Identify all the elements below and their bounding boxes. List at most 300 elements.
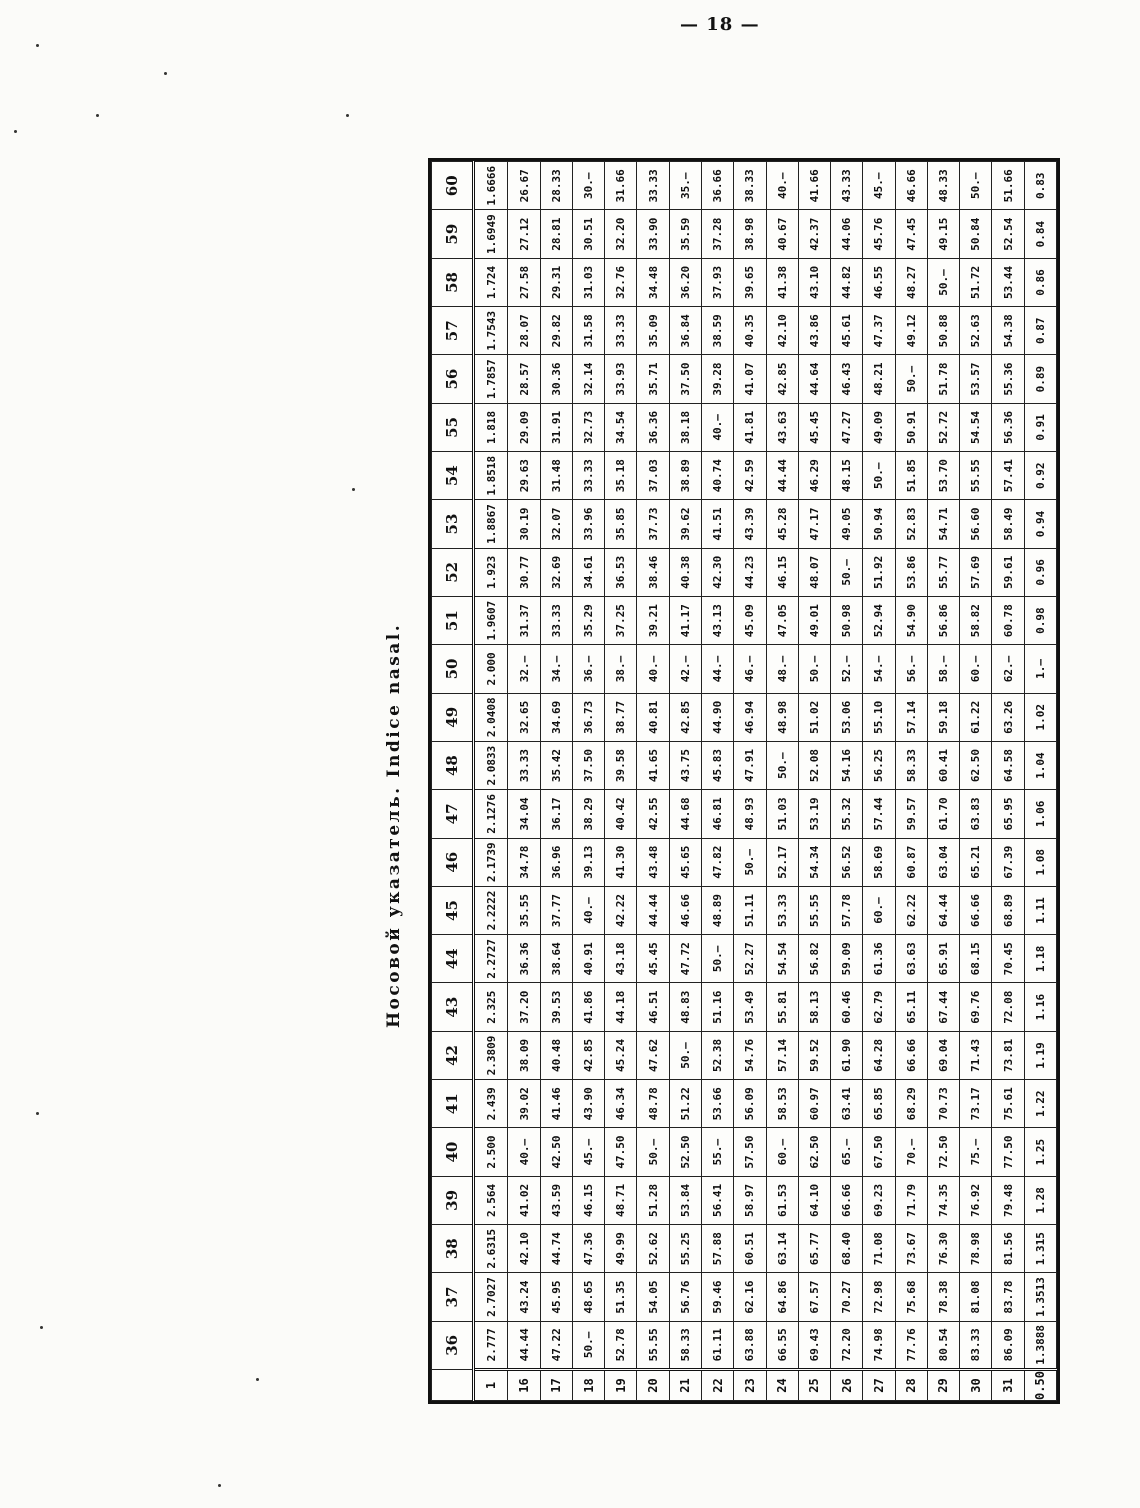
table-cell: 81.08	[960, 1273, 992, 1321]
column-header: 54	[432, 452, 474, 500]
table-cell: 36.17	[540, 790, 572, 838]
table-cell: 33.33	[572, 452, 604, 500]
table-cell: 47.82	[702, 838, 734, 886]
table-cell: 39.13	[572, 838, 604, 886]
table-cell: 69.43	[798, 1321, 830, 1369]
table-cell: 43.75	[669, 741, 701, 789]
table-cell: 37.03	[637, 452, 669, 500]
table-cell: 37.50	[572, 741, 604, 789]
table-cell: 70.73	[927, 1080, 959, 1128]
table-row	[831, 162, 863, 1401]
table-cell: 48.07	[798, 548, 830, 596]
table-cell: 77.76	[895, 1321, 927, 1369]
table-cell: 34.48	[637, 258, 669, 306]
table-cell: 2.0408	[474, 693, 508, 741]
table-cell: 40.—	[637, 645, 669, 693]
table-cell: 51.66	[992, 162, 1024, 211]
table-cell: 27.58	[508, 258, 540, 306]
table-cell: 1.923	[474, 548, 508, 596]
column-header: 42	[432, 1031, 474, 1079]
table-cell: 1.06	[1024, 790, 1056, 838]
table-cell: 63.14	[766, 1225, 798, 1273]
table-cell: 42.55	[637, 790, 669, 838]
table-cell: 1.6666	[474, 162, 508, 211]
table-cell: 46.15	[572, 1176, 604, 1224]
scan-speck	[40, 1326, 43, 1329]
column-header: 41	[432, 1080, 474, 1128]
table-cell: 30.—	[572, 162, 604, 211]
table-cell: 83.33	[960, 1321, 992, 1369]
table-cell: 49.01	[798, 597, 830, 645]
table-cell: 52.38	[702, 1031, 734, 1079]
table-cell: 0.91	[1024, 403, 1056, 451]
table-cell: 47.05	[766, 597, 798, 645]
nasal-index-table	[431, 161, 1057, 1401]
table-cell: 41.51	[702, 500, 734, 548]
table-cell: 33.33	[605, 307, 637, 355]
table-cell: 56.60	[960, 500, 992, 548]
table-cell: 48.98	[766, 693, 798, 741]
table-cell: 49.05	[831, 500, 863, 548]
table-cell: 40.35	[734, 307, 766, 355]
table-cell: 38.59	[702, 307, 734, 355]
table-cell: 44.90	[702, 693, 734, 741]
table-cell: 58.97	[734, 1176, 766, 1224]
column-header: 38	[432, 1225, 474, 1273]
table-cell: 58.—	[927, 645, 959, 693]
table-cell: 38.—	[605, 645, 637, 693]
table-cell: 61.22	[960, 693, 992, 741]
table-cell: 1.04	[1024, 741, 1056, 789]
table-cell: 60.87	[895, 838, 927, 886]
table-cell: 47.50	[605, 1128, 637, 1176]
table-cell: 52.50	[669, 1128, 701, 1176]
table-cell: 47.91	[734, 741, 766, 789]
table-cell: 43.24	[508, 1273, 540, 1321]
table-cell: 51.11	[734, 886, 766, 934]
table-cell: 56.82	[798, 935, 830, 983]
table-cell: 37.50	[669, 355, 701, 403]
table-cell: 41.38	[766, 258, 798, 306]
table-cell: 48.—	[766, 645, 798, 693]
table-cell: 35.71	[637, 355, 669, 403]
table-cell: 38.29	[572, 790, 604, 838]
column-header-row	[432, 162, 474, 1401]
scan-speck	[218, 1484, 221, 1487]
table-cell: 53.86	[895, 548, 927, 596]
table-cell: 1.6949	[474, 210, 508, 258]
table-cell: 53.70	[927, 452, 959, 500]
scan-speck	[36, 1112, 39, 1115]
table-row	[637, 162, 669, 1401]
table-cell: 39.21	[637, 597, 669, 645]
table-cell: 41.66	[798, 162, 830, 211]
table-cell: 50.—	[798, 645, 830, 693]
row-header: 20	[637, 1370, 669, 1401]
table-cell: 50.91	[895, 403, 927, 451]
table-row	[992, 162, 1024, 1401]
table-cell: 47.27	[831, 403, 863, 451]
table-cell: 59.61	[992, 548, 1024, 596]
table-cell: 45.76	[863, 210, 895, 258]
table-cell: 59.52	[798, 1031, 830, 1079]
column-header: 47	[432, 790, 474, 838]
table-cell: 75.68	[895, 1273, 927, 1321]
table-cell: 48.89	[702, 886, 734, 934]
table-cell: 51.16	[702, 983, 734, 1031]
table-cell: 41.46	[540, 1080, 572, 1128]
table-cell: 45.45	[637, 935, 669, 983]
column-header: 46	[432, 838, 474, 886]
table-cell: 1.7543	[474, 307, 508, 355]
table-cell: 71.79	[895, 1176, 927, 1224]
table-cell: 45.83	[702, 741, 734, 789]
table-cell: 2.325	[474, 983, 508, 1031]
table-cell: 1.315	[1024, 1225, 1056, 1273]
row-header: 21	[669, 1370, 701, 1401]
table-cell: 58.82	[960, 597, 992, 645]
table-cell: 30.19	[508, 500, 540, 548]
table-cell: 44.82	[831, 258, 863, 306]
column-header: 44	[432, 935, 474, 983]
table-cell: 40.81	[637, 693, 669, 741]
table-cell: 56.36	[992, 403, 1024, 451]
table-cell: 53.66	[702, 1080, 734, 1128]
table-cell: 65.85	[863, 1080, 895, 1128]
table-cell: 66.66	[831, 1176, 863, 1224]
table-cell: 64.10	[798, 1176, 830, 1224]
table-cell: 53.06	[831, 693, 863, 741]
table-cell: 38.98	[734, 210, 766, 258]
table-cell: 68.29	[895, 1080, 927, 1128]
table-cell: 58.49	[992, 500, 1024, 548]
table-cell: 29.31	[540, 258, 572, 306]
title-russian: Носовой указатель.	[384, 785, 404, 1028]
table-cell: 56.09	[734, 1080, 766, 1128]
scan-speck	[346, 114, 349, 117]
table-cell: 63.41	[831, 1080, 863, 1128]
table-cell: 41.02	[508, 1176, 540, 1224]
table-cell: 1.818	[474, 403, 508, 451]
table-cell: 67.39	[992, 838, 1024, 886]
table-cell: 57.41	[992, 452, 1024, 500]
table-cell: 35.55	[508, 886, 540, 934]
table-cell: 57.14	[766, 1031, 798, 1079]
table-cell: 51.35	[605, 1273, 637, 1321]
table-cell: 62.79	[863, 983, 895, 1031]
row-header: 23	[734, 1370, 766, 1401]
table-row	[734, 162, 766, 1401]
table-cell: 42.85	[766, 355, 798, 403]
table-cell: 76.92	[960, 1176, 992, 1224]
table-cell: 32.65	[508, 693, 540, 741]
column-header: 56	[432, 355, 474, 403]
table-cell: 44.44	[508, 1321, 540, 1369]
column-header: 53	[432, 500, 474, 548]
table-cell: 2.777	[474, 1321, 508, 1369]
table-cell: 33.96	[572, 500, 604, 548]
table-row	[540, 162, 572, 1401]
table-cell: 54.54	[960, 403, 992, 451]
table-cell: 1.18	[1024, 935, 1056, 983]
table-cell: 44.74	[540, 1225, 572, 1273]
table-cell: 43.90	[572, 1080, 604, 1128]
table-cell: 35.29	[572, 597, 604, 645]
table-cell: 42.85	[669, 693, 701, 741]
table-cell: 26.67	[508, 162, 540, 211]
nasal-index-table-frame	[428, 158, 1060, 1404]
table-cell: 37.28	[702, 210, 734, 258]
table-cell: 33.33	[540, 597, 572, 645]
table-cell: 29.63	[508, 452, 540, 500]
table-cell: 1.16	[1024, 983, 1056, 1031]
table-cell: 1.08	[1024, 838, 1056, 886]
table-cell: 39.58	[605, 741, 637, 789]
table-cell: 49.12	[895, 307, 927, 355]
table-cell: 73.81	[992, 1031, 1024, 1079]
table-cell: 71.08	[863, 1225, 895, 1273]
table-cell: 39.53	[540, 983, 572, 1031]
column-header: 40	[432, 1128, 474, 1176]
table-cell: 60.97	[798, 1080, 830, 1128]
table-cell: 41.07	[734, 355, 766, 403]
table-cell: 2.7027	[474, 1273, 508, 1321]
column-header: 58	[432, 258, 474, 306]
table-cell: 57.50	[734, 1128, 766, 1176]
scan-speck	[352, 488, 355, 491]
table-cell: 55.—	[702, 1128, 734, 1176]
table-cell: 1.3513	[1024, 1273, 1056, 1321]
column-header: 45	[432, 886, 474, 934]
table-cell: 53.57	[960, 355, 992, 403]
table-cell: 51.72	[960, 258, 992, 306]
table-cell: 47.72	[669, 935, 701, 983]
table-cell: 35.—	[669, 162, 701, 211]
table-cell: 50.—	[927, 258, 959, 306]
table-cell: 46.51	[637, 983, 669, 1031]
table-row	[798, 162, 830, 1401]
table-cell: 50.—	[702, 935, 734, 983]
table-cell: 1.28	[1024, 1176, 1056, 1224]
table-cell: 48.93	[734, 790, 766, 838]
table-cell: 44.68	[669, 790, 701, 838]
table-cell: 2.0833	[474, 741, 508, 789]
table-cell: 42.30	[702, 548, 734, 596]
table-cell: 37.77	[540, 886, 572, 934]
table-cell: 50.98	[831, 597, 863, 645]
table-cell: 65.95	[992, 790, 1024, 838]
table-cell: 60.—	[960, 645, 992, 693]
table-cell: 38.64	[540, 935, 572, 983]
table-cell: 53.19	[798, 790, 830, 838]
table-cell: 48.71	[605, 1176, 637, 1224]
table-cell: 63.26	[992, 693, 1024, 741]
table-cell: 2.564	[474, 1176, 508, 1224]
table-cell: 52.78	[605, 1321, 637, 1369]
table-cell: 2.500	[474, 1128, 508, 1176]
column-header: 60	[432, 162, 474, 211]
table-cell: 38.89	[669, 452, 701, 500]
table-cell: 52.08	[798, 741, 830, 789]
table-cell: 39.02	[508, 1080, 540, 1128]
table-cell: 62.22	[895, 886, 927, 934]
table-cell: 76.30	[927, 1225, 959, 1273]
table-cell: 61.36	[863, 935, 895, 983]
table-cell: 44.06	[831, 210, 863, 258]
table-row	[927, 162, 959, 1401]
column-header: 43	[432, 983, 474, 1031]
row-header: 30	[960, 1370, 992, 1401]
table-cell: 43.10	[798, 258, 830, 306]
table-cell: 58.33	[895, 741, 927, 789]
table-cell: 50.88	[927, 307, 959, 355]
table-cell: 65.91	[927, 935, 959, 983]
table-cell: 55.32	[831, 790, 863, 838]
table-cell: 31.03	[572, 258, 604, 306]
table-cell: 40.—	[702, 403, 734, 451]
column-header: 51	[432, 597, 474, 645]
table-cell: 2.439	[474, 1080, 508, 1128]
table-cell: 47.45	[895, 210, 927, 258]
table-cell: 56.25	[863, 741, 895, 789]
table-row	[702, 162, 734, 1401]
table-cell: 81.56	[992, 1225, 1024, 1273]
table-cell: 64.58	[992, 741, 1024, 789]
table-cell: 54.90	[895, 597, 927, 645]
table-row	[960, 162, 992, 1401]
table-cell: 40.74	[702, 452, 734, 500]
table-cell: 63.63	[895, 935, 927, 983]
table-cell: 46.66	[669, 886, 701, 934]
row-header: 28	[895, 1370, 927, 1401]
column-header: 57	[432, 307, 474, 355]
table-cell: 41.30	[605, 838, 637, 886]
row-header: 31	[992, 1370, 1024, 1401]
table-cell: 60.—	[766, 1128, 798, 1176]
table-cell: 33.90	[637, 210, 669, 258]
row-header: 17	[540, 1370, 572, 1401]
table-cell: 35.09	[637, 307, 669, 355]
table-cell: 42.10	[508, 1225, 540, 1273]
table-cell: 49.15	[927, 210, 959, 258]
table-cell: 40.42	[605, 790, 637, 838]
table-cell: 43.39	[734, 500, 766, 548]
table-cell: 29.82	[540, 307, 572, 355]
table-cell: 34.04	[508, 790, 540, 838]
table-cell: 58.13	[798, 983, 830, 1031]
table-row	[895, 162, 927, 1401]
column-header: 50	[432, 645, 474, 693]
table-cell: 50.—	[669, 1031, 701, 1079]
table-cell: 55.77	[927, 548, 959, 596]
table-cell: 42.22	[605, 886, 637, 934]
table-cell: 64.86	[766, 1273, 798, 1321]
table-cell: 43.13	[702, 597, 734, 645]
table-cell: 55.55	[960, 452, 992, 500]
table-cell: 50.—	[831, 548, 863, 596]
table-cell: 41.86	[572, 983, 604, 1031]
table-row	[1024, 162, 1056, 1401]
table-cell: 86.09	[992, 1321, 1024, 1369]
table-cell: 33.93	[605, 355, 637, 403]
table-cell: 78.38	[927, 1273, 959, 1321]
table-cell: 58.53	[766, 1080, 798, 1128]
table-cell: 29.09	[508, 403, 540, 451]
column-header: 59	[432, 210, 474, 258]
table-cell: 28.81	[540, 210, 572, 258]
table-cell: 49.99	[605, 1225, 637, 1273]
table-cell: 45.09	[734, 597, 766, 645]
table-cell: 58.33	[669, 1321, 701, 1369]
table-cell: 1.8867	[474, 500, 508, 548]
table-cell: 54.34	[798, 838, 830, 886]
table-cell: 62.16	[734, 1273, 766, 1321]
table-cell: 36.84	[669, 307, 701, 355]
table-cell: 50.—	[895, 355, 927, 403]
table-cell: 27.12	[508, 210, 540, 258]
scan-speck	[14, 130, 17, 133]
table-cell: 44.64	[798, 355, 830, 403]
table-cell: 39.62	[669, 500, 701, 548]
table-cell: 55.55	[637, 1321, 669, 1369]
table-cell: 42.37	[798, 210, 830, 258]
table-cell: 40.91	[572, 935, 604, 983]
row-header: 29	[927, 1370, 959, 1401]
table-cell: 41.17	[669, 597, 701, 645]
table-cell: 73.17	[960, 1080, 992, 1128]
table-cell: 36.36	[508, 935, 540, 983]
table-cell: 2.3809	[474, 1031, 508, 1079]
row-header: 27	[863, 1370, 895, 1401]
table-cell: 32.76	[605, 258, 637, 306]
table-cell: 36.36	[637, 403, 669, 451]
table-cell: 50.—	[766, 741, 798, 789]
table-cell: 72.08	[992, 983, 1024, 1031]
table-cell: 56.52	[831, 838, 863, 886]
table-cell: 55.55	[798, 886, 830, 934]
table-cell: 0.96	[1024, 548, 1056, 596]
row-header: 24	[766, 1370, 798, 1401]
table-cell: 65.77	[798, 1225, 830, 1273]
table-cell: 61.11	[702, 1321, 734, 1369]
table-cell: 47.36	[572, 1225, 604, 1273]
table-cell: 45.28	[766, 500, 798, 548]
table-cell: 57.44	[863, 790, 895, 838]
table-title	[384, 623, 404, 1028]
table-cell: 30.77	[508, 548, 540, 596]
table-cell: 51.03	[766, 790, 798, 838]
table-cell: 46.—	[734, 645, 766, 693]
table-cell: 46.29	[798, 452, 830, 500]
table-cell: 69.04	[927, 1031, 959, 1079]
table-cell: 75.61	[992, 1080, 1024, 1128]
table-cell: 64.44	[927, 886, 959, 934]
page-number: — 18 —	[680, 14, 760, 35]
column-header: 49	[432, 693, 474, 741]
table-cell: 52.62	[637, 1225, 669, 1273]
table-cell: 51.85	[895, 452, 927, 500]
table-cell: 38.09	[508, 1031, 540, 1079]
table-cell: 68.89	[992, 886, 1024, 934]
table-cell: 64.28	[863, 1031, 895, 1079]
table-cell: 41.81	[734, 403, 766, 451]
table-cell: 72.98	[863, 1273, 895, 1321]
table-cell: 69.23	[863, 1176, 895, 1224]
table-cell: 46.94	[734, 693, 766, 741]
table-cell: 28.33	[540, 162, 572, 211]
table-cell: 2.000	[474, 645, 508, 693]
table-row	[669, 162, 701, 1401]
